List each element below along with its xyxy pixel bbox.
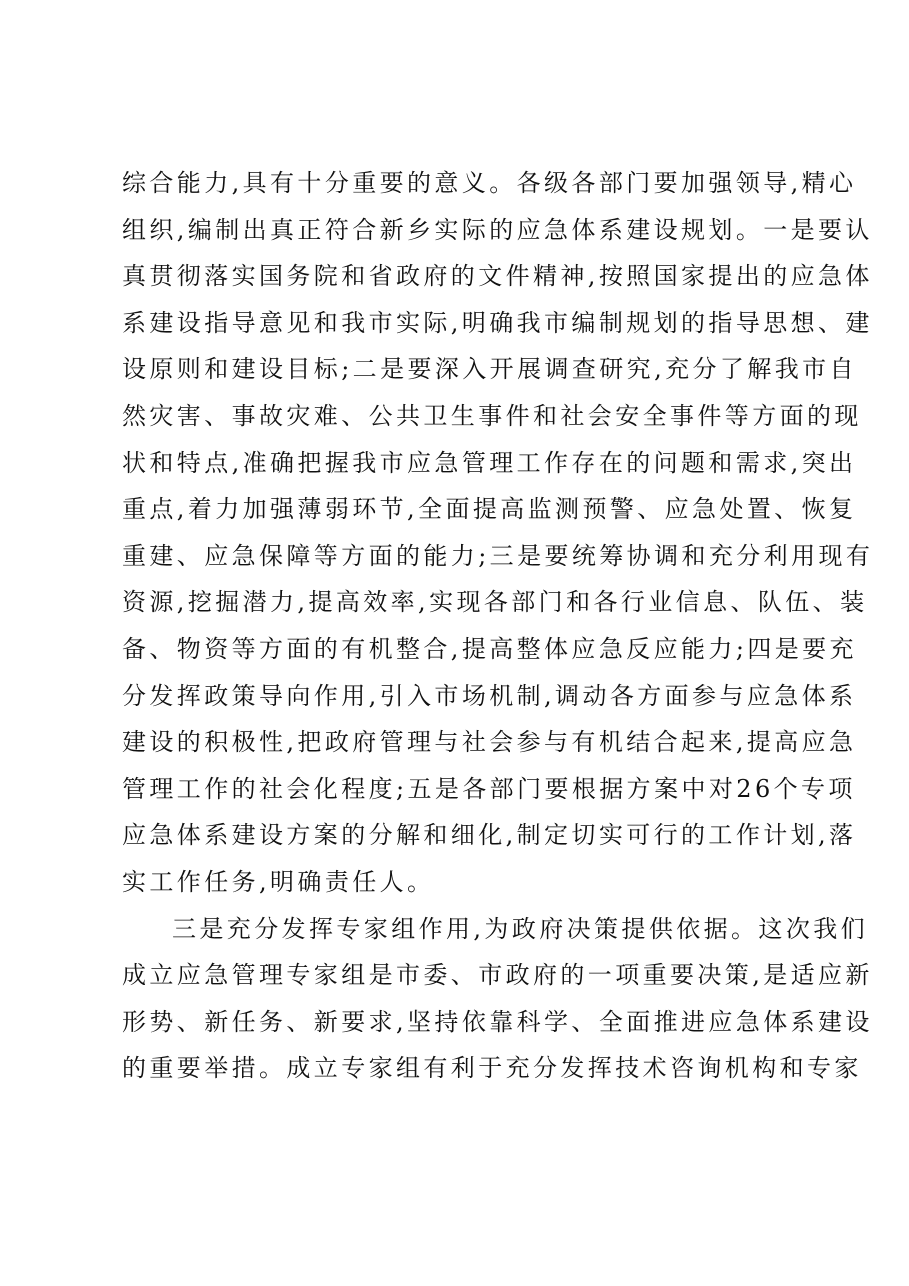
text-line: 实工作任务,明确责任人。	[122, 867, 435, 896]
text-line: 资源,挖掘潜力,提高效率,实现各部门和各行业信息、队伍、装	[122, 588, 868, 617]
text-line: 系建设指导意见和我市实际,明确我市编制规划的指导思想、建	[122, 308, 873, 337]
paragraph-2	[122, 906, 873, 1092]
text-line: 管理工作的社会化程度;五是各部门要根据方案中对26个专项	[122, 774, 856, 803]
text-line: 三是充分发挥专家组作用,为政府决策提供依据。这次我们	[172, 914, 869, 943]
text-line: 应急体系建设方案的分解和细化,制定切实可行的工作计划,落	[122, 821, 857, 850]
text-line: 形势、新任务、新要求,坚持依靠科学、全面推进应急体系建设	[122, 1007, 873, 1036]
text-line: 状和特点,准确把握我市应急管理工作存在的问题和需求,突出	[122, 448, 857, 477]
text-line: 真贯彻落实国务院和省政府的文件精神,按照国家提出的应急体	[122, 262, 873, 291]
text-line: 成立应急管理专家组是市委、市政府的一项重要决策,是适应新	[122, 961, 873, 990]
text-line: 然灾害、事故灾难、公共卫生事件和社会安全事件等方面的现	[122, 401, 862, 430]
text-line: 分发挥政策导向作用,引入市场机制,调动各方面参与应急体系	[122, 681, 857, 710]
text-line: 建设的积极性,把政府管理与社会参与有机结合起来,提高应急	[122, 728, 857, 757]
text-line: 重点,着力加强薄弱环节,全面提高监测预警、应急处置、恢复	[122, 495, 857, 524]
text-line: 综合能力,具有十分重要的意义。各级各部门要加强领导,精心	[122, 169, 857, 197]
document-body	[122, 160, 874, 1092]
text-line: 设原则和建设目标;二是要深入开展调查研究,充分了解我市自	[122, 355, 857, 384]
text-line: 重建、应急保障等方面的能力;三是要统筹协调和充分利用现有	[122, 541, 874, 570]
text-line: 备、物资等方面的有机整合,提高整体应急反应能力;四是要充	[122, 634, 857, 663]
text-line: 组织,编制出真正符合新乡实际的应急体系建设规划。一是要认	[122, 215, 873, 244]
text-line: 的重要举措。成立专家组有利于充分发挥技术咨询机构和专家	[122, 1054, 862, 1083]
paragraph-1	[122, 160, 874, 906]
